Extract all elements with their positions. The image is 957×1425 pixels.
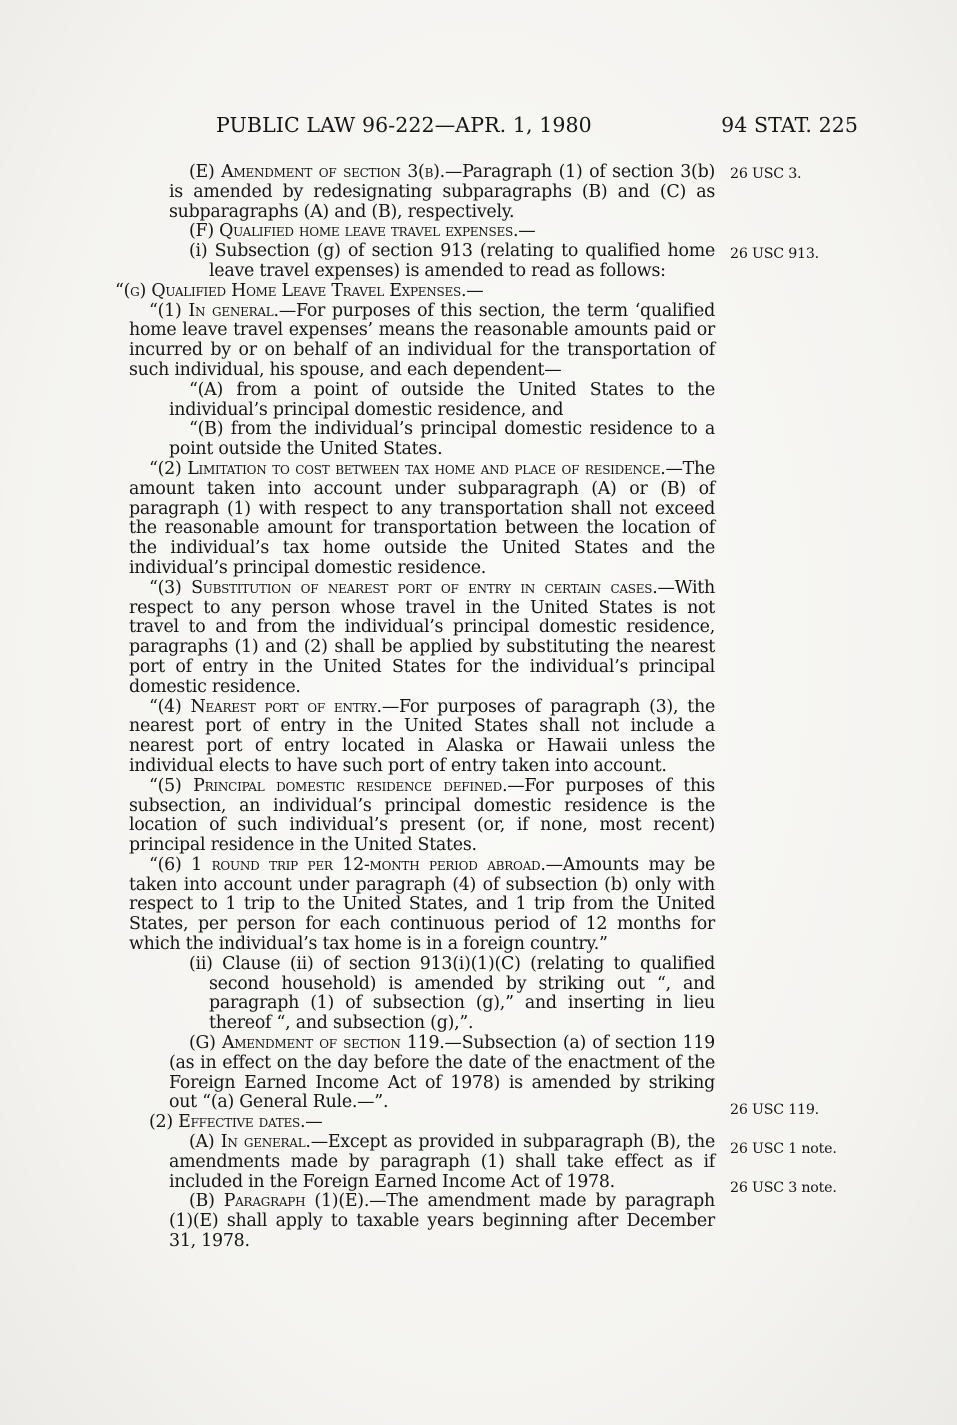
margin-note: 26 USC 119.	[730, 1102, 819, 1118]
effective-dates-a: (A) In general.—Except as provided in subparagraph (B), the amendments made by paragraph (1) shall take effect as if included in the Foreign Earned Income Act of 1978.	[169, 1132, 715, 1192]
paragraph-f-heading: (F) Qualified home leave travel expenses.—	[189, 221, 536, 242]
clause-i: (i) Subsection (g) of section 913 (relating to qualified home leave travel expenses) is amended to read as follows:	[189, 241, 715, 281]
margin-note: 26 USC 3 note.	[730, 1180, 837, 1196]
paragraph-g: (G) Amendment of section 119.—Subsection (a) of section 119 (as in effect on the day before the date of the enactment of the Foreign Earned Income Act of 1978) is amended by striking out “(a) General Rule.—”.	[169, 1033, 715, 1113]
subsection-g-2: “(2) Limitation to cost between tax home and place of residence.—The amount taken into account under subparagraph (A) or (B) of paragraph (1) with respect to any transportation shall not exceed the reasonable amount for transportation between the location of the individual’s tax home outside the United States and the individual’s principal domestic residence.	[129, 458, 715, 578]
subsection-g-6: “(6) 1 round trip per 12-month period abroad.—Amounts may be taken into account under paragraph (4) of subsection (b) only with respect to 1 trip to the United States, and 1 trip from the United States, per person for each continuous period of 12 months for which the individual’s tax home is in a foreign country.”	[129, 854, 715, 955]
law-title: PUBLIC LAW 96-222—APR. 1, 1980	[216, 113, 592, 137]
subsection-g-5: “(5) Principal domestic residence defined.—For purposes of this subsection, an individual’s principal domestic residence is the location of such individual’s present (or, if none, most recent) principal residence in the United States.	[129, 775, 715, 856]
paragraph-e: (E) Amendment of section 3(b).—Paragraph (1) of section 3(b) is amended by redesignating subparagraphs (B) and (C) as subparagraphs (A) and (B), respectively.	[169, 162, 715, 222]
margin-note: 26 USC 913.	[730, 246, 819, 262]
subsection-g-heading: “(g) Qualified Home Leave Travel Expenses.—	[115, 280, 484, 301]
page-header	[216, 113, 858, 143]
subsection-g-4: “(4) Nearest port of entry.—For purposes of paragraph (3), the nearest port of entry in the United States shall not include a nearest port of entry located in Alaska or Hawaii unless the individual elects to have such port of entry taken into account.	[129, 696, 715, 776]
margin-note: 26 USC 1 note.	[730, 1141, 837, 1157]
statute-body	[115, 162, 715, 1252]
effective-dates-heading: (2) Effective dates.—	[149, 1112, 323, 1133]
statute-page-ref: 94 STAT. 225	[721, 113, 858, 137]
effective-dates-b: (B) Paragraph (1)(E).—The amendment made by paragraph (1)(E) shall apply to taxable years beginning after December 31, 1978.	[169, 1191, 715, 1252]
subsection-g-1-b: “(B) from the individual’s principal domestic residence to a point outside the United States.	[169, 419, 715, 460]
bleed-through-text	[60, 176, 65, 196]
subsection-g-1-a: “(A) from a point of outside the United States to the individual’s principal domestic residence, and	[169, 379, 715, 420]
margin-note: 26 USC 3.	[730, 166, 802, 182]
subsection-g-1: “(1) In general.—For purposes of this section, the term ‘qualified home leave travel expenses’ means the reasonable amounts paid or incurred by or on behalf of an individual for the transportation of such individual, his spouse, and each dependent—	[129, 300, 715, 380]
clause-ii: (ii) Clause (ii) of section 913(i)(1)(C) (relating to qualified second household) is amended by striking out “, and paragraph (1) of subsection (g),” and inserting in lieu thereof “, and subsection (g),”.	[189, 953, 715, 1034]
subsection-g-3: “(3) Substitution of nearest port of entry in certain cases.—With respect to any person whose travel in the United States is not travel to and from the individual’s principal domestic residence, paragraphs (1) and (2) shall be applied by substituting the nearest port of entry in the United States for the individual’s principal domestic residence.	[129, 577, 715, 697]
